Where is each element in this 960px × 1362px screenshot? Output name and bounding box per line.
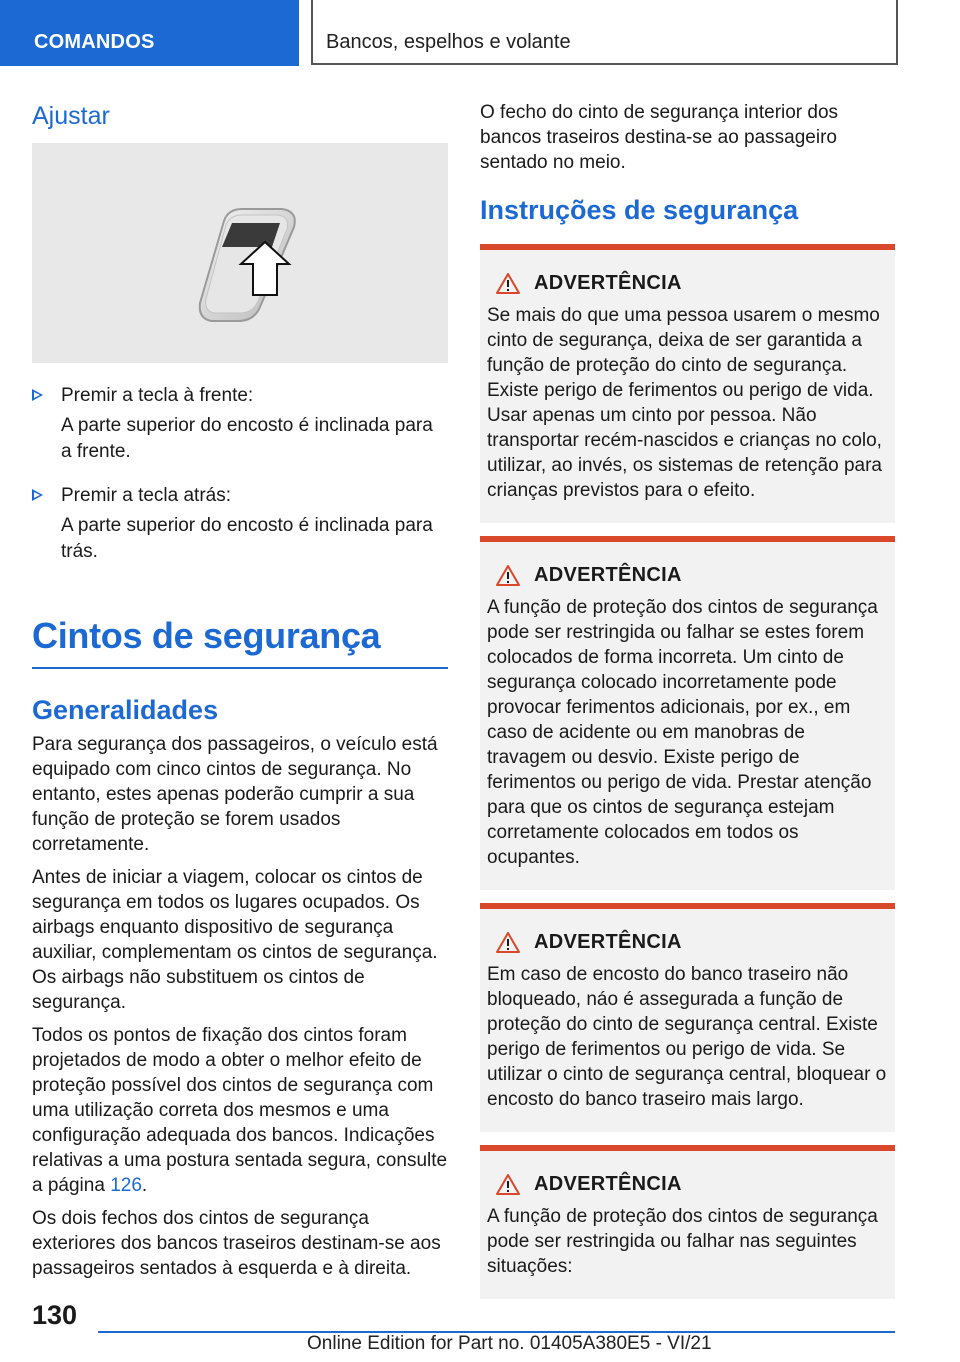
paragraph: Os dois fechos dos cintos de segurança exteriores dos bancos traseiros destinam-se aos passageiros sentados à esquerda e à direita.	[32, 1208, 441, 1279]
page-reference-link[interactable]: 126	[110, 1175, 142, 1196]
seat-backrest-switch-icon	[32, 143, 448, 363]
warning-title: ADVERTÊNCIA	[534, 931, 682, 953]
step-title: Premir a tecla à frente:	[61, 385, 254, 406]
adjust-steps-list	[32, 383, 448, 565]
seat-switch-figure	[32, 143, 448, 363]
list-item	[32, 383, 448, 465]
safety-instructions-heading: Instruções de segurança	[480, 195, 799, 225]
warning-box	[480, 536, 895, 890]
warning-text: A função de proteção dos cintos de segurança pode ser restringida ou falhar se estes forem colocados de forma incorreta. Um cinto de segurança colocado incorretamente pode provocar ferimentos adicionais, por ex., em caso de acidente ou em manobras de travagem ou desvio. Existe perigo de ferimentos ou perigo de vida. Prestar atenção para que os cintos de segurança estejam corretamente colocados em todos os ocupantes.	[487, 597, 878, 868]
warning-box	[480, 903, 895, 1132]
warning-triangle-icon	[495, 1173, 521, 1196]
warning-triangle-icon	[495, 564, 521, 587]
header-section-tab	[0, 0, 299, 66]
triangle-bullet-icon	[32, 389, 43, 401]
paragraph: Para segurança dos passageiros, o veículo está equipado com cinco cintos de segurança. No entanto, estes apenas poderão cumprir a sua função de proteção se forem usados corretamente.	[32, 734, 438, 855]
list-item	[32, 483, 448, 565]
intro-paragraph: O fecho do cinto de segurança interior dos bancos traseiros destina-se ao passageiro sentado no meio.	[480, 102, 839, 173]
general-heading: Generalidades	[32, 695, 219, 725]
warning-header	[495, 1173, 887, 1196]
step-title: Premir a tecla atrás:	[61, 485, 231, 506]
warning-text: A função de proteção dos cintos de segurança pode ser restringida ou falhar nas seguintes situações:	[487, 1206, 878, 1277]
step-text: A parte superior do encosto é inclinada para trás.	[61, 515, 433, 562]
warning-box	[480, 244, 895, 523]
warning-title: ADVERTÊNCIA	[534, 272, 682, 294]
warning-header	[495, 564, 887, 587]
section-title: COMANDOS	[34, 31, 155, 53]
warning-title: ADVERTÊNCIA	[534, 1173, 682, 1195]
warning-header	[495, 931, 887, 954]
chapter-title: Bancos, espelhos e volante	[326, 31, 571, 53]
seatbelts-heading: Cintos de segurança	[32, 615, 448, 669]
paragraph: Antes de iniciar a viagem, colocar os cintos de segurança em todos os lugares ocupados. Os airbags enquanto dispositivo de segurança auxiliar, complementam os cintos de segurança. Os airbags não substituem os cintos de segurança.	[32, 867, 438, 1013]
page-number: 130	[32, 1300, 78, 1330]
paragraph	[32, 1023, 448, 1198]
warning-title: ADVERTÊNCIA	[534, 564, 682, 586]
warning-triangle-icon	[495, 931, 521, 954]
adjust-heading: Ajustar	[32, 102, 110, 130]
header-chapter-box	[311, 0, 898, 65]
edition-info: Online Edition for Part no. 01405A380E5 - VI/21	[307, 1333, 712, 1354]
warning-box	[480, 1145, 895, 1299]
triangle-bullet-icon	[32, 489, 43, 501]
paragraph-end: .	[141, 1175, 148, 1196]
step-text: A parte superior do encosto é inclinada para a frente.	[61, 415, 433, 462]
warning-text: Em caso de encosto do banco traseiro não bloqueado, náo é assegurada a função de proteção do cinto de segurança central. Existe perigo de ferimentos ou perigo de vida. Se utilizar o cinto de segurança central, bloquear o encosto do banco traseiro mais largo.	[487, 964, 887, 1110]
warning-triangle-icon	[495, 272, 521, 295]
paragraph-text: Todos os pontos de fixação dos cintos foram projetados de modo a obter o melhor efeito de proteção possível dos cintos de segurança com uma utilização correta dos mesmos e uma configuração adequada dos bancos. Indicações relativas a uma postura sentada segura, consulte a página	[32, 1025, 448, 1196]
left-column	[32, 100, 448, 1289]
warning-header	[495, 272, 887, 295]
right-column	[480, 100, 895, 1312]
warning-text: Se mais do que uma pessoa usarem o mesmo cinto de segurança, deixa de ser garantida a função de proteção do cinto de segurança. Existe perigo de ferimentos ou perigo de vida. Usar apenas um cinto por pessoa. Não transportar recém-nascidos e crianças no colo, utilizar, ao invés, os sistemas de retenção para crianças previstos para o efeito.	[487, 305, 882, 501]
